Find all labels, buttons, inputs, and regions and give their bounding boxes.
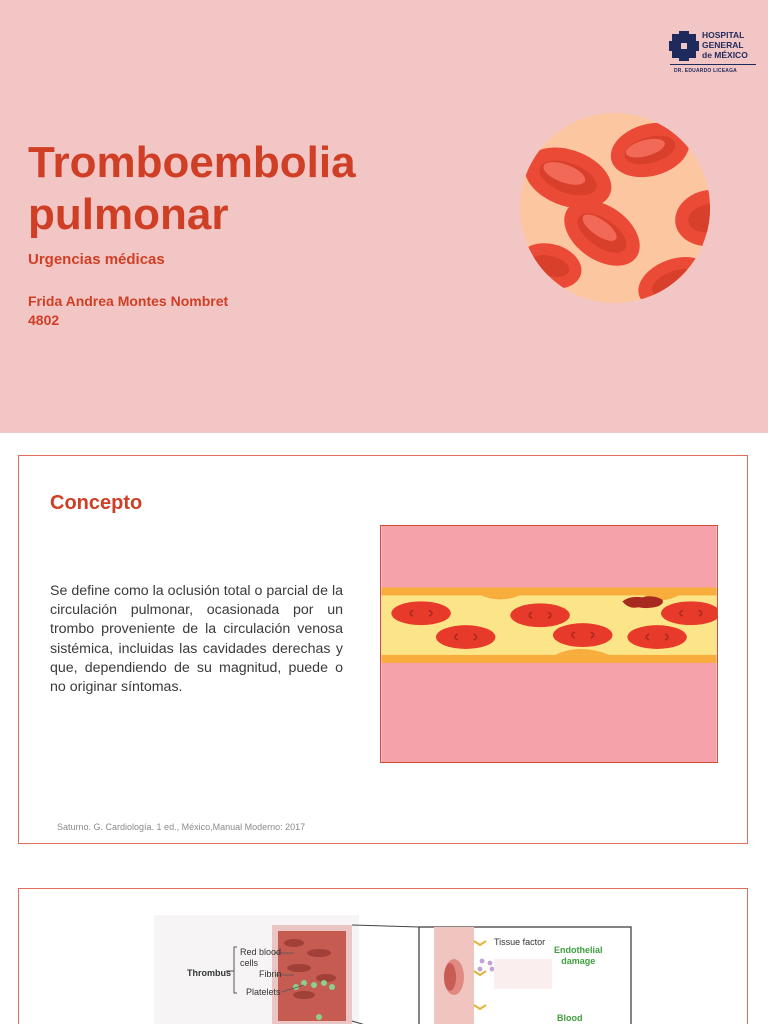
label-thrombus: Thrombus (187, 968, 231, 978)
thrombus-diagram-slide (18, 888, 748, 1024)
red-blood-cells-illustration (510, 108, 720, 318)
label-fibrin: Fibrin (259, 969, 282, 979)
concept-slide (18, 455, 748, 844)
citation: Saturno. G. Cardiología. 1 ed., México,Manual Moderno: 2017 (57, 822, 306, 832)
hospital-cross-icon (668, 30, 700, 62)
presentation-title (28, 137, 488, 241)
author-id: 4802 (28, 312, 60, 328)
title-line-2: pulmonar (28, 190, 229, 239)
title-line-1: Tromboembolia (28, 138, 356, 187)
title-slide (0, 0, 768, 433)
author-name: Frida Andrea Montes Nombret (28, 293, 229, 309)
logo-line-2: GENERAL (702, 40, 744, 50)
label-red-blood-cells: Red blood cells (240, 947, 282, 968)
concept-body: Se define como la oclusión total o parcial de la circulación pulmonar, ocasionada por un trombo proveniente de la circulación venosa sistémica, incluidas las cavidades derechas y que, dependiendo de su magnitud, puede o no originar síntomas. (50, 583, 343, 696)
logo-line-4: DR. EDUARDO LICEAGA (674, 68, 737, 74)
label-endothelial-damage: Endothelial damage (554, 945, 603, 966)
label-platelets: Platelets (246, 987, 281, 997)
concept-heading: Concepto (50, 492, 143, 514)
author-block (28, 292, 228, 330)
blood-vessel-clot-illustration (380, 525, 718, 763)
presentation-subtitle: Urgencias médicas (28, 251, 165, 268)
hospital-logo (666, 28, 756, 74)
label-blood: Blood (557, 1013, 583, 1023)
logo-line-1: HOSPITAL (702, 30, 745, 40)
logo-divider (670, 64, 756, 65)
thrombus-diagram (154, 913, 634, 1024)
logo-line-3: de MÉXICO (702, 50, 748, 60)
label-tissue-factor: Tissue factor (494, 937, 546, 947)
